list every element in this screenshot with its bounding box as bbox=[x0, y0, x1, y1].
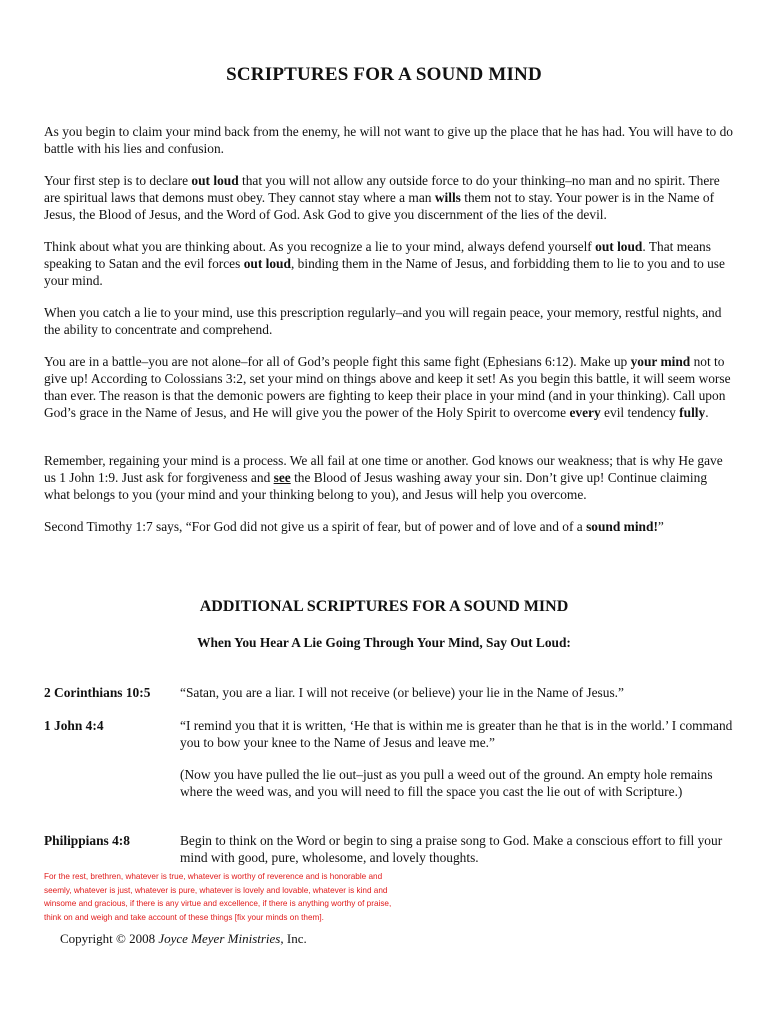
paragraph-first-step bbox=[44, 172, 734, 223]
bold-text: sound mind! bbox=[586, 519, 658, 534]
paragraph-think-about bbox=[44, 238, 734, 289]
scripture-note: (Now you have pulled the lie out–just as you pull a weed out of the ground. An empty hole remains where the weed was, and you will need to fill the space you cast the lie out of with Scripture.) bbox=[180, 767, 713, 799]
paragraph-text: Remember, regaining your mind is a process. We all fail at one time or another. God knows our weakness; that is why He gave us 1 John 1:9. Just ask for forgiveness and bbox=[44, 453, 723, 485]
paragraph-text: When you catch a lie to your mind, use this prescription regularly–and you will regain peace, your memory, restful nights, and the ability to concentrate and comprehend. bbox=[44, 305, 722, 337]
scripture-reference: 1 John 4:4 bbox=[44, 718, 104, 733]
paragraph-text: You are in a battle–you are not alone–for all of God’s people fight this same fight (Ephesians 6:12). Make up bbox=[44, 354, 631, 369]
paragraph-text: evil tendency bbox=[600, 405, 680, 420]
paragraph-battle bbox=[44, 353, 734, 421]
scripture-declaration: “I remind you that it is written, ‘He that is within me is greater than he that is in the world.’ I command you to bow your knee to the Name of Jesus and leave me.” bbox=[180, 718, 733, 750]
paragraph-text: them not to stay. Your power is in the Name of Jesus, the Blood of Jesus, and the Word of God. Ask God to give you discernment of the lies of the devil. bbox=[44, 190, 715, 222]
paragraph-text: Think about what you are thinking about. As you recognize a lie to your mind, always defend yourself bbox=[44, 239, 596, 254]
paragraph-text: , binding them in the Name of Jesus, and forbidding them to lie to you and to use your mind. bbox=[44, 256, 725, 288]
scripture-reference: Philippians 4:8 bbox=[44, 833, 130, 848]
bold-text: out loud bbox=[191, 173, 239, 188]
paragraph-text: the Blood of Jesus washing away your sin. Don’t give up! Continue claiming what belongs to you (your mind and your thinking belong to you), and Jesus will help you overcome. bbox=[44, 470, 708, 502]
bold-text: out loud bbox=[243, 256, 291, 271]
paragraph-process bbox=[44, 452, 734, 503]
section-title: ADDITIONAL SCRIPTURES FOR A SOUND MIND bbox=[199, 598, 569, 615]
bold-text: your mind bbox=[630, 354, 691, 369]
paragraph-text: not to give up! According to Colossians 3:2, set your mind on things above and keep it set! As you begin this battle, it will seem worse than ever. The reason is that the demonic powers are fighting to keep their place in your mind (and in your thinking). Call upon God’s grace in the Name of Jesus, and He will give you the power of the Holy Spirit to overcome bbox=[44, 354, 731, 420]
bold-text: out loud bbox=[595, 239, 643, 254]
bold-text: wills bbox=[434, 190, 461, 205]
copyright-prefix: Copyright © 2008 bbox=[60, 931, 159, 946]
paragraph-text: Your first step is to declare bbox=[44, 173, 192, 188]
page-title: SCRIPTURES FOR A SOUND MIND bbox=[226, 64, 542, 85]
scripture-declaration: “Satan, you are a liar. I will not receive (or believe) your lie in the Name of Jesus.” bbox=[180, 685, 624, 700]
paragraph-text: that you will not allow any outside force to do your thinking–no man and no spirit. There are spiritual laws that demons must obey. They cannot stay where a man bbox=[44, 173, 720, 205]
scripture-declaration: Begin to think on the Word or begin to sing a praise song to God. Make a conscious effort to fill your mind with good, pure, wholesome, and lovely thoughts. bbox=[180, 833, 723, 865]
paragraph-text: . That means speaking to Satan and the evil forces bbox=[44, 239, 711, 271]
paragraph-text: ” bbox=[657, 519, 664, 534]
amplified-verse-note: For the rest, brethren, whatever is true, whatever is worthy of reverence and is honorable and seemly, whatever is just, whatever is pure, whatever is lovely and lovable, whatever is kind and winsome and gracious, if there is any virtue and excellence, if there is anything worthy of praise, think on and weigh and take account of these things [fix your minds on them]. bbox=[44, 872, 392, 922]
scripture-reference: 2 Corinthians 10:5 bbox=[44, 685, 151, 700]
copyright-notice bbox=[60, 931, 307, 947]
paragraph-text: Second Timothy 1:7 says, “For God did not give us a spirit of fear, but of power and of love and of a bbox=[44, 519, 587, 534]
paragraph-timothy bbox=[44, 518, 734, 535]
copyright-owner: Joyce Meyer Ministries bbox=[158, 931, 281, 946]
paragraph-text: As you begin to claim your mind back from the enemy, he will not want to give up the place that he has had. You will have to do battle with his lies and confusion. bbox=[44, 124, 733, 156]
paragraph-intro bbox=[44, 123, 734, 157]
copyright-suffix: , Inc. bbox=[280, 931, 307, 946]
section-subheading: When You Hear A Lie Going Through Your Mind, Say Out Loud: bbox=[197, 635, 571, 650]
paragraph-text: . bbox=[705, 405, 709, 420]
bold-text: every bbox=[569, 405, 601, 420]
paragraph-prescription bbox=[44, 304, 734, 338]
bold-text: fully bbox=[679, 405, 706, 420]
underlined-bold-text: see bbox=[273, 470, 291, 485]
